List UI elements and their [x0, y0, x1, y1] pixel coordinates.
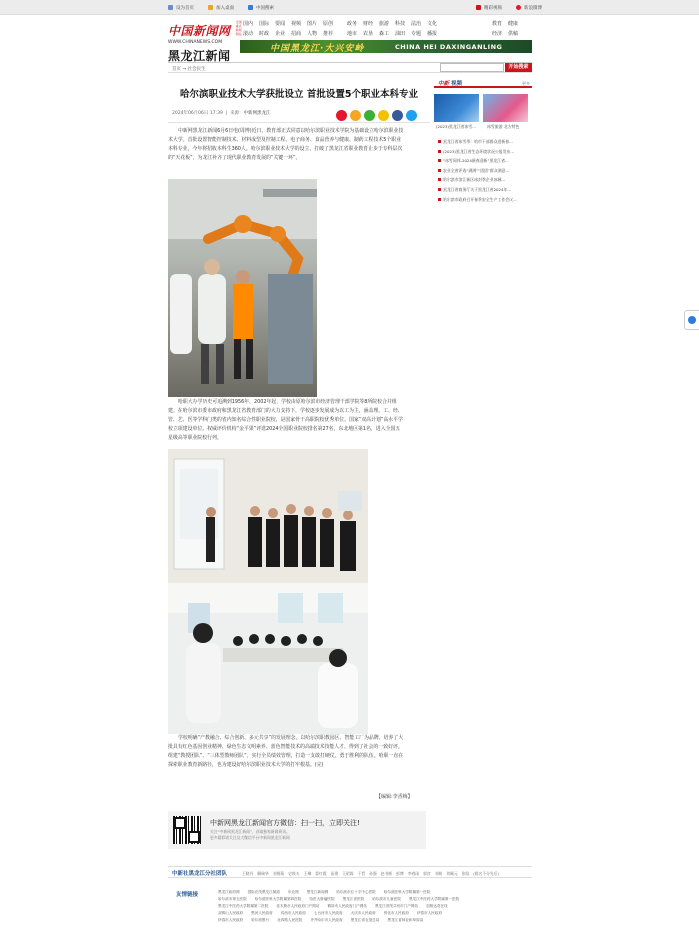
chat-icon: [688, 316, 696, 324]
friend-link[interactable]: 黑龙江中医药大学附属第二医院: [218, 904, 269, 908]
nav-item[interactable]: 农垦: [363, 31, 374, 37]
friend-links-row: [218, 911, 442, 916]
sidebar-news-item[interactable]: 哈尔滨市滨江新区冰封季企业冰城...: [437, 175, 532, 185]
friend-link[interactable]: 黑龙江省林业和草原局: [387, 918, 424, 922]
friend-link[interactable]: 哈尔滨市第五医院: [218, 897, 247, 901]
sidebar-news-item[interactable]: 黑龙江省商务厅关于黑龙江省2024年...: [437, 185, 532, 195]
team-member: 刘锡菊: [272, 871, 285, 876]
nav-item[interactable]: 视频: [291, 21, 302, 27]
friend-link[interactable]: 哈尔滨医科大学附属第一医院: [383, 890, 431, 894]
friend-link[interactable]: 黑龙江政府网: [218, 890, 240, 894]
team-member: 孙强: [369, 871, 377, 876]
friend-link[interactable]: 伊春市人民政府: [416, 911, 443, 915]
nav-item[interactable]: 专题: [411, 31, 422, 37]
friend-link[interactable]: 哈尔滨市红十字中心医院: [336, 890, 376, 894]
nav-item[interactable]: 科技: [395, 21, 406, 27]
sidebar-news-item[interactable]: 黑龙江省冰雪季：哈市干部群众迎新春...: [437, 137, 532, 147]
nav-item[interactable]: 要闻: [275, 21, 286, 27]
classroom-photo: [168, 449, 368, 583]
logo-brand: 中国新闻网: [168, 24, 231, 38]
friend-link[interactable]: 鸡西市人民政府: [280, 911, 306, 915]
main-nav: [243, 20, 443, 37]
friend-link[interactable]: 黑龙江省农垦总局: [350, 918, 380, 922]
search-icon: [248, 5, 253, 10]
team-member: 于哲: [357, 871, 366, 876]
nav-item[interactable]: 油田: [395, 31, 406, 37]
weibo-share-icon[interactable]: [336, 110, 347, 121]
nav-item[interactable]: 国际: [259, 21, 270, 27]
set-homepage-link[interactable]: 设为首页: [168, 5, 194, 11]
team-member: 解瑞华: [257, 871, 269, 876]
nav-item[interactable]: 经济: [492, 31, 503, 37]
friend-link[interactable]: 鹤岗市人民政府门户网站: [327, 904, 367, 908]
article-meta: 2024年06月06日 17:39 | 来源：中新网黑龙江: [172, 111, 271, 116]
article-paragraph: 中新网黑龙江新闻6月6日电(周博)近日，教育部正式同意以哈尔滨职业技术学院为基础设立哈尔滨职业技术大学。首批设置智能控制技术、材料成型及控制工程、电子商务、食品营养与健康、制药工程技术5个职业本科专业，今年将招收本科生360人。哈尔滨职业技术大学的设立，打破了黑龙江省职业教育止步于专科层次的“天花板”，为龙江补齐了现代职业教育发展的“关键一环”。: [168, 128, 404, 161]
logo-url: WWW.CHINANEWS.COM: [168, 40, 223, 45]
team-member: 刘佩元: [446, 871, 458, 876]
nav-item[interactable]: 旅游: [379, 21, 390, 27]
nav-item[interactable]: 国内: [243, 21, 254, 27]
friend-link[interactable]: 佳木斯市人民政府门户网站: [276, 904, 320, 908]
sidebar-news-item[interactable]: 哈尔滨市政府召开春季安全生产工作会议...: [437, 195, 532, 205]
video-icon: [476, 5, 481, 10]
nav-item[interactable]: 教育: [492, 21, 503, 27]
facebook-share-icon[interactable]: [392, 110, 403, 121]
source-label: 来源：: [230, 111, 244, 116]
friend-links-title: 友情链接: [176, 892, 199, 898]
friend-link[interactable]: 七台河市人民政府: [313, 911, 343, 915]
friend-link[interactable]: 加格达奇在线: [426, 904, 448, 908]
qr-code: [173, 816, 201, 844]
nav-spacer: [339, 20, 347, 27]
team-member: 赵书彬: [380, 871, 393, 876]
banner-title: 中国黑龙江·大兴安岭: [270, 44, 365, 54]
friend-link[interactable]: 东北网: [287, 890, 299, 894]
friend-link[interactable]: 黑龙江省医院: [342, 897, 365, 901]
friend-link[interactable]: 哈尔滨医科大学附属第四医院: [254, 897, 302, 901]
divider: [168, 122, 430, 123]
nav-item[interactable]: 政务: [347, 21, 358, 27]
share-buttons: [336, 110, 417, 121]
team-member: 张晗: [461, 871, 470, 876]
robot-arm-illustration: [168, 179, 317, 397]
video-thumbnail[interactable]: [434, 94, 479, 122]
team-bar: [168, 866, 532, 878]
article-date: 2024年06月06日 17:39: [172, 111, 223, 116]
friend-link[interactable]: 哈尔滨银行: [251, 918, 270, 922]
video-caption[interactable]: (2023)黑龙江省冰雪...: [436, 124, 476, 129]
friend-link[interactable]: 国际在线黑龙江频道: [247, 890, 280, 894]
video-section-header: [434, 79, 532, 88]
friend-link[interactable]: 黑龙江省绥芬河市门户网站: [374, 904, 419, 908]
article-paragraph: 哈职大办学历史可追溯到1956年，2002年起，学校由原哈尔滨市经济管理干部学院等8所院校合并组建。在哈尔滨市委市政府和黑龙江省教育部门的大力支持下，学校逐步发展成为以工为主，涵盖理、工、经、管、艺、医等学科门类的省内知名综合性职业院校，是国家骨干高职院校优秀单位、国家“双高计划”高水平学校立项建设单位。权威评价机构“金平果”评选2024全国职业院校排名第27名，东北地区第1名，进入全国五星级高等职业院校行列。: [168, 399, 403, 441]
team-member: 王昭霖: [342, 871, 354, 876]
logo-subtitle: 全国重点新闻网站: [235, 20, 242, 36]
team-member: 王琳: [303, 871, 312, 876]
add-desktop-link[interactable]: 加入桌面: [208, 5, 234, 11]
nav-extra: [492, 20, 524, 37]
friend-link[interactable]: 黑河人民政府: [251, 911, 273, 915]
weibo-icon: [516, 5, 521, 10]
weibo-link[interactable]: 新浪微博: [516, 5, 542, 11]
sidebar-news-item[interactable]: (2023)黑龙江省生态环境状况公报发布...: [437, 147, 532, 157]
team-member: 王晓丹: [242, 871, 254, 876]
nav-item[interactable]: 播报: [427, 31, 438, 37]
site-name: 黑龙江新闻: [168, 49, 231, 63]
wechat-share-icon[interactable]: [364, 110, 375, 121]
nav-item[interactable]: 法治: [411, 21, 422, 27]
robot-arm-photo: [168, 179, 317, 397]
lab-photo: [168, 583, 368, 734]
classroom-illustration: [168, 449, 368, 583]
floating-service-button[interactable]: [684, 310, 699, 330]
friend-link[interactable]: 伊春市人民政府: [218, 918, 244, 922]
team-member: 姜红霞: [315, 871, 327, 876]
nav-item[interactable]: 财经: [363, 21, 374, 27]
site-logo[interactable]: [168, 20, 244, 64]
team-member: 彭博: [396, 871, 404, 876]
nav-item[interactable]: 地市: [347, 31, 358, 37]
friend-link[interactable]: 大庆市人民政府: [350, 911, 376, 915]
friend-link[interactable]: 绥化市人民政府: [383, 911, 409, 915]
friend-link[interactable]: 北四路人民医院: [277, 918, 303, 922]
team-member: (排名不分先后): [473, 871, 500, 876]
nav-spacer: [339, 30, 347, 37]
nav-item[interactable]: 招商: [291, 31, 302, 37]
friend-links-row: [218, 897, 459, 902]
wechat-follow-box: [168, 811, 426, 849]
search-button[interactable]: 开始搜索: [505, 63, 532, 72]
nav-item[interactable]: 企业: [275, 31, 286, 37]
breadcrumb[interactable]: 首页 → 社会民生: [172, 67, 206, 72]
banner-english: CHINA HEI DAXINGANLING: [395, 43, 503, 51]
nav-item[interactable]: 文化: [427, 21, 438, 27]
article-source: 中新网黑龙江: [243, 111, 271, 116]
team-member: 苗建: [330, 871, 339, 876]
home-icon: [168, 5, 173, 10]
video-section-title: 中新 视频: [438, 81, 463, 87]
friend-link[interactable]: 哈尔滨市儿童医院: [372, 897, 401, 901]
friend-link[interactable]: 齐齐哈尔市人民政府: [310, 918, 343, 922]
video-thumbnail[interactable]: [483, 94, 528, 122]
team-names: [242, 871, 499, 877]
nav-item[interactable]: 滚动: [243, 31, 254, 37]
friend-link[interactable]: 双鸭山人民政府: [218, 911, 244, 915]
china-search-link[interactable]: 中国搜索: [248, 5, 274, 11]
team-member: 史轶夫: [288, 871, 300, 876]
more-link[interactable]: 更多: [522, 81, 530, 86]
friend-link[interactable]: 黑龙江中医药大学附属第一医院: [408, 897, 460, 901]
friend-link[interactable]: 哈医大肿瘤医院: [309, 897, 335, 901]
wechat-line: 更多精彩请关注及大微信平台中新网黑龙江新闻: [210, 835, 290, 840]
team-member: 郭彦: [423, 871, 431, 876]
twitter-share-icon[interactable]: [406, 110, 417, 121]
video-link[interactable]: 精彩视频: [476, 5, 502, 11]
nav-item[interactable]: 森工: [379, 31, 390, 37]
nav-item[interactable]: 供稿: [508, 31, 519, 37]
friend-links-row: [218, 890, 431, 895]
star-icon: [208, 5, 213, 10]
friend-links-row: [218, 918, 423, 923]
team-member: 李春雨: [407, 871, 420, 876]
friend-link[interactable]: 黑龙江新闻网: [306, 890, 329, 894]
nav-item[interactable]: 图片: [307, 21, 318, 27]
qq-share-icon[interactable]: [350, 110, 361, 121]
wechat-line: 关注“中新网黑龙江新闻”，获取独家新闻资讯。: [210, 829, 290, 834]
search-input[interactable]: [440, 63, 504, 72]
article-paragraph: 学校明确“产教融合、综合创新、多元共享”的发展理念，以哈尔滨职教园区、智能工厂为品牌，培养了大批具有红色基因创业精神、绿色生态文明素养、蓝色智能技术的高端技术技能人才，得到了社会的一致好评。组建“教授团队”、“三体型教师团队”，实行全员绩效管理，打造一支敢打硬仗、勇于胜利的队伍。哈职一直在探索职业教育新路径，也为建设好哈尔滨职业技术大学的打牢根基。(完): [168, 735, 404, 768]
sidebar-news-item[interactable]: “冰雪同邦-2024新春迎新”黑龙江省...: [437, 156, 532, 166]
video-caption[interactable]: 冰雪旅游 北方特色: [487, 124, 520, 129]
sidebar-news-item[interactable]: 农业全省评选“满满”“团团”群众满意...: [437, 166, 532, 176]
nav-item[interactable]: 推荐: [323, 31, 334, 37]
team-title: 中新社黑龙江分社团队: [172, 871, 228, 877]
lab-illustration: [168, 583, 368, 734]
sidebar-news-list: [437, 137, 532, 204]
team-member: 刘萌: [434, 871, 443, 876]
header-banner: [240, 40, 532, 53]
nav-item[interactable]: 健康: [508, 21, 519, 27]
nav-item[interactable]: 人物: [307, 31, 318, 37]
top-utility-bar: [0, 0, 699, 15]
article-title: 哈尔滨职业技术大学获批设立 首批设置5个职业本科专业: [180, 89, 418, 100]
wechat-title: 中新网黑龙江新闻官方微信：扫一扫，立即关注!: [210, 819, 360, 827]
nav-item[interactable]: 原创: [323, 21, 334, 27]
friend-links-row: [218, 904, 448, 909]
editor-credit: 【编辑:李香梅】: [376, 794, 413, 800]
qzone-share-icon[interactable]: [378, 110, 389, 121]
nav-item[interactable]: 时政: [259, 31, 270, 37]
